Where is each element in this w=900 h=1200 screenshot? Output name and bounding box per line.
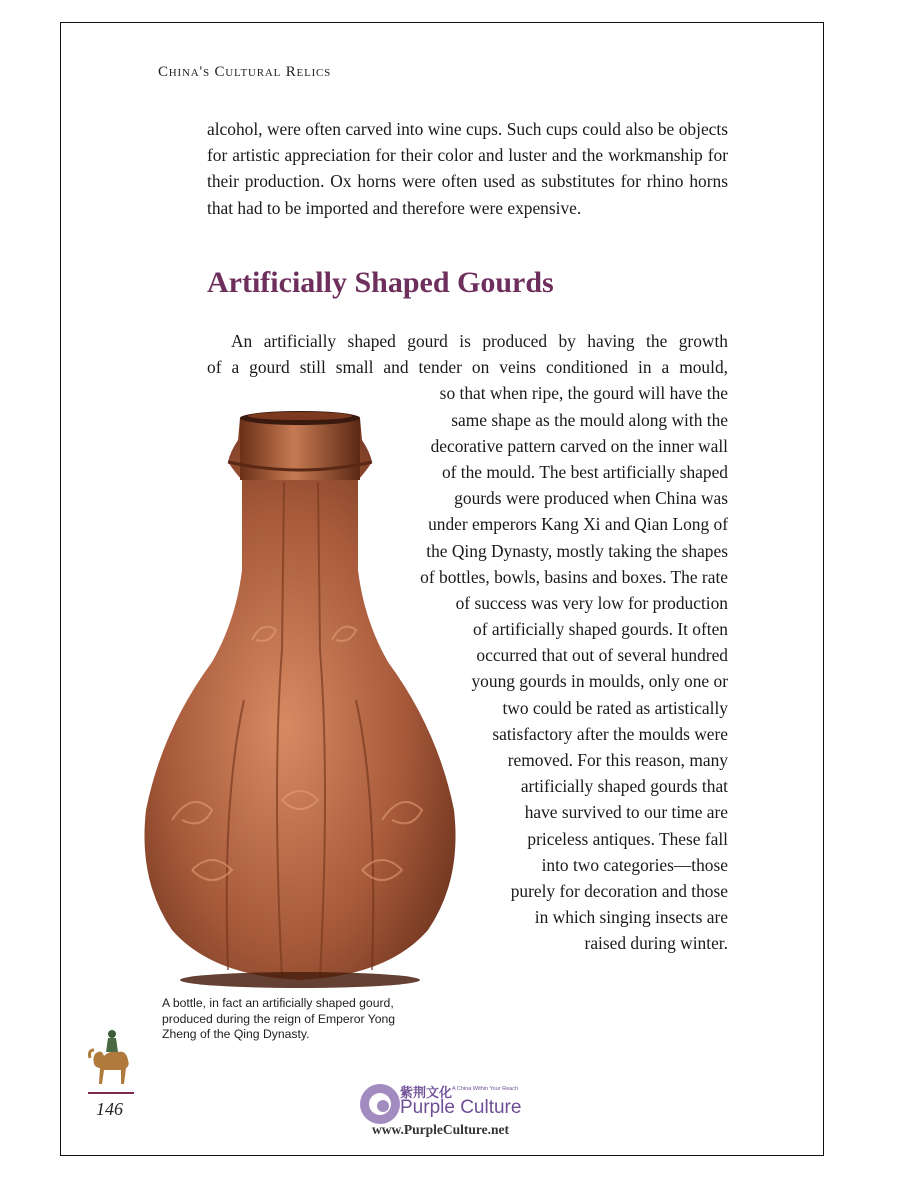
camel-rider-icon: [86, 1020, 136, 1090]
body-line: the Qing Dynasty, mostly taking the shapes: [426, 540, 728, 561]
body-line: of success was very low for production: [455, 592, 728, 613]
body-line: young gourds in moulds, only one or: [471, 671, 728, 692]
body-line: of the mould. The best artificially shaped: [441, 461, 728, 482]
watermark-name: Purple Culture: [400, 1097, 522, 1118]
body-line: two could be rated as artistically: [502, 697, 728, 718]
body-line: same shape as the mould along with the: [451, 409, 728, 430]
watermark-url: www.PurpleCulture.net: [372, 1122, 509, 1137]
body-line: artificially shaped gourds that: [520, 776, 728, 797]
section-heading: Artificially Shaped Gourds: [207, 266, 554, 299]
body-line: into two categories—those: [541, 854, 728, 875]
body-line: have survived to our time are: [524, 802, 728, 823]
body-line: raised during winter.: [584, 933, 728, 954]
body-line: purely for decoration and those: [510, 880, 728, 901]
body-line: under emperors Kang Xi and Qian Long of: [428, 514, 728, 535]
body-line: occurred that out of several hundred: [476, 645, 728, 666]
image-caption: A bottle, in fact an artificially shaped gourd, produced during the reign of Emperor Yong Zheng of the Qing Dynasty.: [162, 996, 396, 1042]
body-line: priceless antiques. These fall: [527, 828, 728, 849]
watermark-chinese: 紫荆文化: [400, 1085, 453, 1100]
body-line: removed. For this reason, many: [507, 750, 728, 770]
body-line: of artificially shaped gourds. It often: [473, 619, 728, 640]
body-line: decorative pattern carved on the inner wall: [430, 435, 728, 456]
gourd-bottle-image: [132, 400, 468, 990]
body-line: in which singing insects are: [534, 907, 728, 928]
body-line: of a gourd still small and tender on veins conditioned in a mould,: [207, 357, 728, 378]
body-line: of bottles, bowls, basins and boxes. The rate: [420, 566, 728, 587]
body-line: gourds were produced when China was: [454, 488, 728, 509]
body-line: An artificially shaped gourd is produced by having the growth: [231, 331, 728, 351]
page-number: 146: [96, 1099, 123, 1119]
page-number-rule: [88, 1092, 134, 1094]
watermark-tagline: A China Within Your Reach: [452, 1086, 519, 1092]
intro-paragraph: alcohol, were often carved into wine cups. Such cups could also be objects for artistic appreciation for their color and luster and the workmanship for their production. Ox horns were often used as substitutes for rhino horns that had to be imported and therefore were expensive.: [207, 119, 728, 218]
body-line: satisfactory after the moulds were: [492, 723, 728, 744]
body-line: so that when ripe, the gourd will have the: [439, 383, 728, 404]
running-head: China's Cultural Relics: [158, 64, 332, 80]
